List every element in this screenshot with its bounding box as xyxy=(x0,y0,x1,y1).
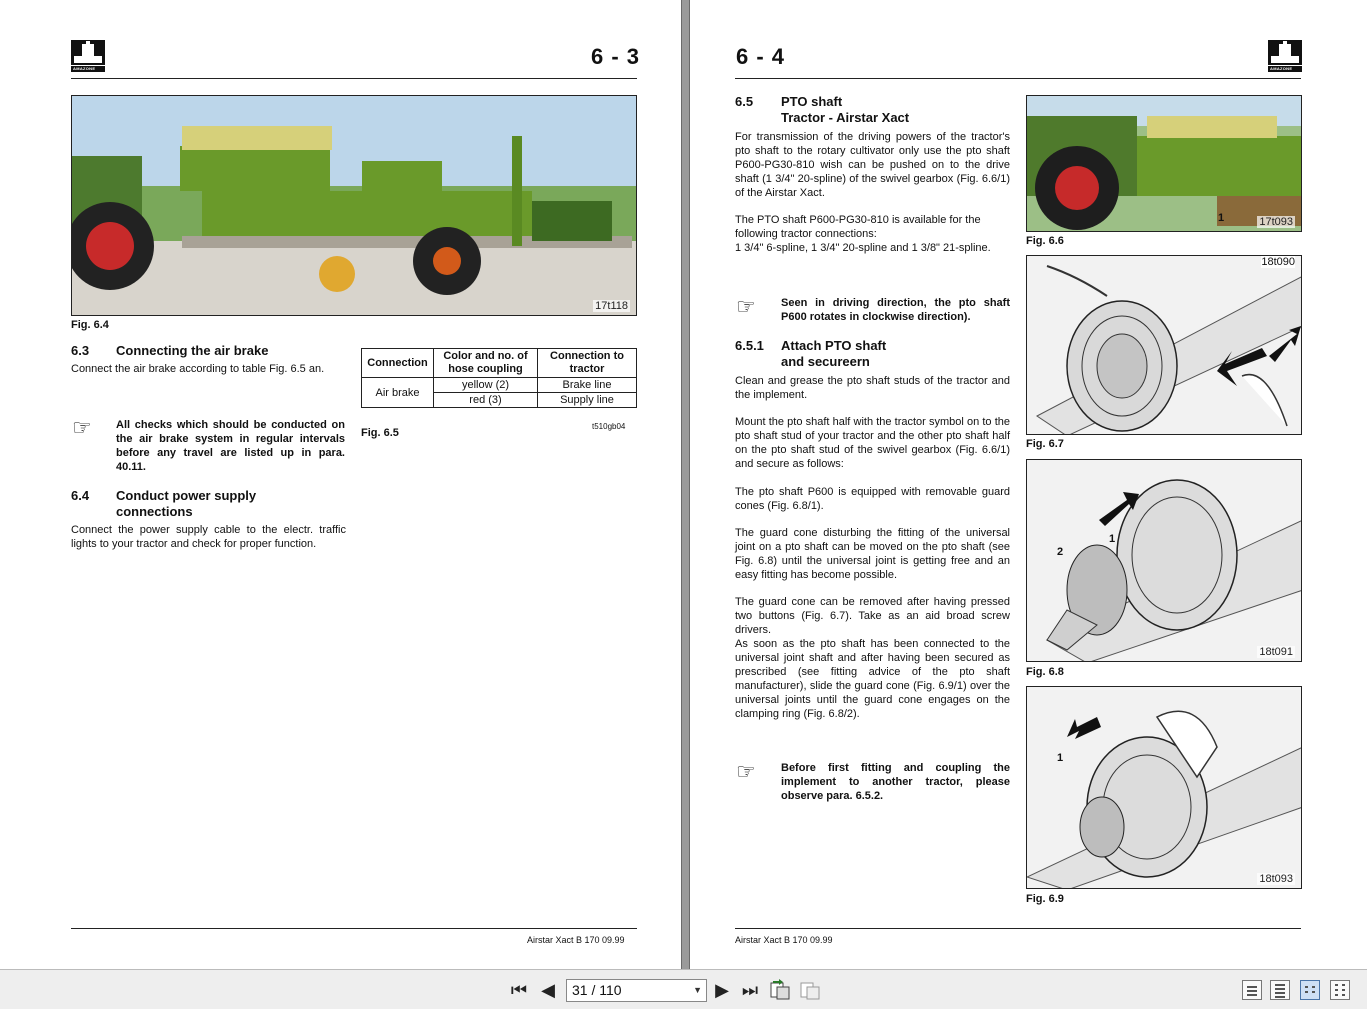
paragraph: Mount the pto shaft half with the tractor symbol on to the pto shaft stud of your tractor and the other pto shaft half on the pto shaft stud of the swivel gearbox (Fig. 6.6/1) and secure as follows: xyxy=(735,416,1010,470)
photo-code: 18t090 xyxy=(1261,256,1295,268)
page-left xyxy=(0,0,681,969)
callout-label: 1 xyxy=(1057,752,1064,764)
photo-code: 18t091 xyxy=(1259,646,1293,658)
go-back-view-icon[interactable] xyxy=(768,978,792,1002)
continuous-view-button[interactable] xyxy=(1270,980,1290,1000)
page-footer: Airstar Xact B 170 09.99 xyxy=(527,935,625,945)
chevron-down-icon[interactable]: ▼ xyxy=(693,985,702,995)
table-cell: Air brake xyxy=(362,378,434,408)
header-rule xyxy=(71,78,637,79)
fig-6-9-caption: Fig. 6.9 xyxy=(1026,893,1064,905)
page-number: 6 - 4 xyxy=(736,44,786,69)
section-number-6-5: 6.5 xyxy=(735,94,754,109)
footer-rule xyxy=(735,928,1301,929)
paragraph: The guard cone can be removed after having pressed two buttons (Fig. 6.7). Take as an aid broad screw drivers. xyxy=(735,596,1010,636)
pointing-hand-icon: ☞ xyxy=(72,415,92,440)
amazone-logo-icon: AMAZONE xyxy=(1268,40,1302,72)
page-gutter xyxy=(681,0,690,969)
fig-6-8-drawing xyxy=(1026,459,1302,662)
fig-6-6-photo xyxy=(1026,95,1302,232)
tractor-pto-illustration xyxy=(1027,96,1302,232)
paragraph: The guard cone disturbing the fitting of the universal joint on a pto shaft can be moved on the pto shaft (see Fig. 6.8) until the universal joint is getting free and an easy fitting has become possible. xyxy=(735,527,1010,581)
guard-cone-engage-drawing xyxy=(1027,687,1302,889)
fig-6-9-drawing xyxy=(1026,686,1302,889)
paragraph: As soon as the pto shaft has been connected to the universal joint shaft and after having been secured as prescribed (see fitting advice of the pto shaft manufacturer), slide the guard cone (Fig. 6.9/1) over the universal joints until the guard cone engages on the clamping ring (Fig. 6.8/2). xyxy=(735,638,1010,720)
go-forward-view-icon[interactable] xyxy=(798,978,822,1002)
amazone-logo-icon: AMAZONE xyxy=(71,40,105,72)
paragraph: The pto shaft P600 is equipped with removable guard cones (Fig. 6.8/1). xyxy=(735,486,1010,512)
table-cell: Brake line xyxy=(538,378,637,393)
fig-6-6-caption: Fig. 6.6 xyxy=(1026,235,1064,247)
fig-6-7-caption: Fig. 6.7 xyxy=(1026,438,1064,450)
page-footer: Airstar Xact B 170 09.99 xyxy=(735,935,833,945)
pointing-hand-icon: ☞ xyxy=(736,294,756,319)
section-title-6-3: Connecting the air brake xyxy=(116,343,269,358)
page-number-input[interactable]: 31 / 110 ▼ xyxy=(566,979,707,1002)
table-header: Color and no. of hose coupling xyxy=(434,349,538,378)
next-page-button[interactable]: ▶ xyxy=(715,980,729,1000)
section-body-6-4: Connect the power supply cable to the electr. traffic lights to your tractor and check for proper function. xyxy=(71,524,346,550)
table-code: t510gb04 xyxy=(592,422,626,431)
photo-code: 17t118 xyxy=(595,300,628,312)
table-header: Connection to tractor xyxy=(538,349,637,378)
section-number-6-5-1: 6.5.1 xyxy=(735,338,764,353)
table-cell: Supply line xyxy=(538,393,637,408)
single-page-view-button[interactable] xyxy=(1242,980,1262,1000)
fig-6-8-caption: Fig. 6.8 xyxy=(1026,666,1064,678)
table-cell: red (3) xyxy=(434,393,538,408)
section-title-6-5-1: Attach PTO shaft and secureern xyxy=(781,338,887,369)
two-page-view-button[interactable] xyxy=(1300,980,1320,1000)
fig-6-4-caption: Fig. 6.4 xyxy=(71,319,109,331)
section-number-6-3: 6.3 xyxy=(71,343,90,358)
guard-cone-move-drawing xyxy=(1027,460,1302,662)
section-body-6-3: Connect the air brake according to table Fig. 6.5 an. xyxy=(71,363,325,375)
header-rule xyxy=(735,78,1301,79)
section-title-6-5: PTO shaft Tractor - Airstar Xact xyxy=(781,94,910,125)
note-rotation: Seen in driving direction, the pto shaft P600 rotates in clockwise direction). xyxy=(781,297,1010,323)
note-air-brake-checks: All checks which should be conducted on the air brake system in regular intervals before any travel are listed up in para. 40.11. xyxy=(116,419,345,473)
callout-label: 1 xyxy=(1109,533,1116,545)
seed-drill-illustration xyxy=(72,96,637,316)
fig-6-7-drawing xyxy=(1026,255,1302,435)
viewer-toolbar xyxy=(0,969,1367,1009)
photo-code: 18t093 xyxy=(1259,873,1293,885)
air-brake-table xyxy=(361,348,637,408)
paragraph: For transmission of the driving powers of the tractor's pto shaft to the rotary cultivator only use the pto shaft P600-PG30-810 wish can be pushed on to the drive shaft (1 3/4" 20-spline) of the swivel gearbox (Fig. 6.6/1) of the Airstar Xact. xyxy=(735,131,1010,199)
photo-code: 17t093 xyxy=(1259,216,1293,228)
note-first-fitting: Before first fitting and coupling the implement to another tractor, please observe para. 6.5.2. xyxy=(781,762,1010,802)
callout-label: 2 xyxy=(1057,546,1064,558)
page-number: 6 - 3 xyxy=(591,44,641,69)
guard-cone-removal-drawing xyxy=(1027,256,1302,435)
table-header: Connection xyxy=(362,349,434,378)
paragraph: The PTO shaft P600-PG30-810 is available for the following tractor connections: 1 3/4" 6-spline, 1 3/4" 20-spline and 1 3/8" 21-spline. xyxy=(735,214,991,254)
section-number-6-4: 6.4 xyxy=(71,488,90,503)
last-page-button[interactable]: ⏭ xyxy=(741,980,759,1000)
callout-label: 1 xyxy=(1218,212,1225,224)
table-cell: yellow (2) xyxy=(434,378,538,393)
two-page-continuous-view-button[interactable] xyxy=(1330,980,1350,1000)
prev-page-button[interactable]: ◀ xyxy=(541,980,555,1000)
pointing-hand-icon: ☞ xyxy=(736,759,756,784)
footer-rule xyxy=(71,928,637,929)
paragraph: Clean and grease the pto shaft studs of the tractor and the implement. xyxy=(735,375,1010,401)
section-title-6-4: Conduct power supply connections xyxy=(116,488,257,519)
page-right xyxy=(690,0,1367,969)
fig-6-4-photo xyxy=(71,95,637,316)
fig-6-5-caption: Fig. 6.5 xyxy=(361,427,399,439)
first-page-button[interactable]: ⏮ xyxy=(510,980,528,1000)
